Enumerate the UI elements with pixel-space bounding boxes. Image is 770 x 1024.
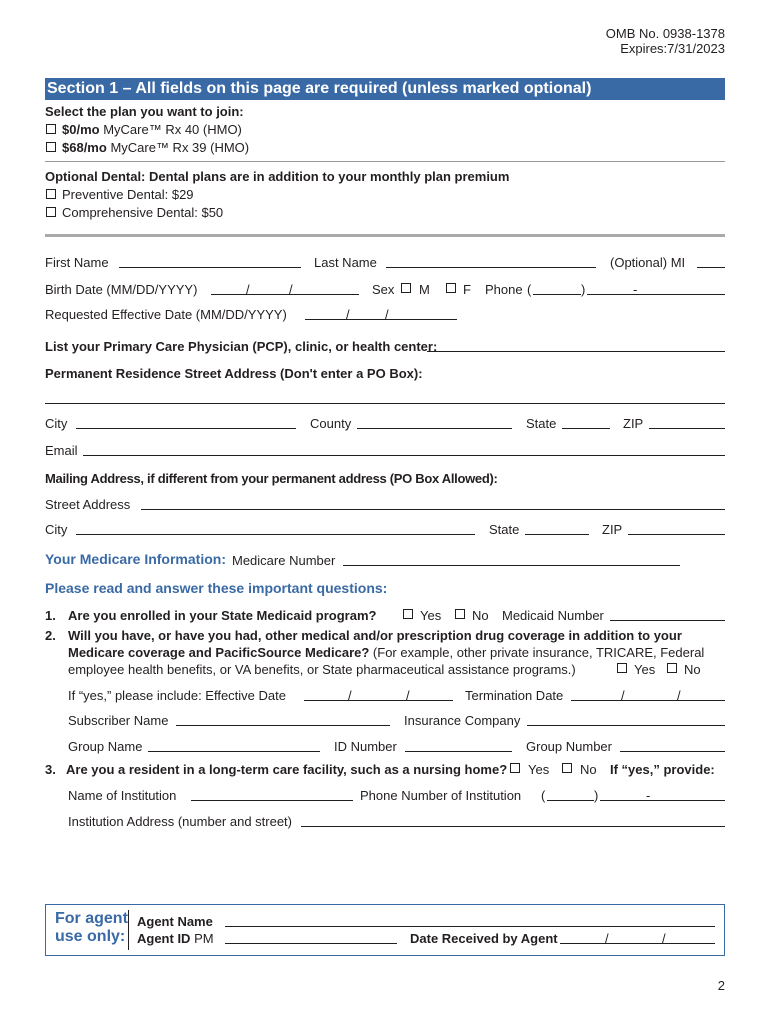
plan-1-price: $68/mo (62, 140, 107, 155)
agent-pm: PM (194, 931, 214, 946)
sex-label: Sex (372, 282, 395, 297)
q1-number: 1. (45, 608, 56, 623)
dental-1-label: Comprehensive Dental: $50 (62, 205, 224, 220)
state-label: State (526, 416, 557, 431)
q1-no-label: No (472, 608, 489, 623)
insurance-company-label: Insurance Company (404, 713, 521, 728)
email-label: Email (45, 443, 78, 458)
street-field[interactable] (141, 509, 725, 510)
termination-date-field[interactable] (571, 700, 725, 701)
divider (45, 161, 725, 162)
effective-date-label: Requested Effective Date (MM/DD/YYYY) (45, 307, 287, 322)
institution-phone-paren-close: ) (594, 788, 599, 803)
agent-divider (128, 910, 129, 950)
zip-label: ZIP (623, 416, 644, 431)
agent-title-line2: use only: (55, 928, 126, 945)
agent-id-field[interactable] (225, 943, 397, 944)
q3-text: Are you a resident in a long-term care facility, such as a nursing home? (66, 762, 508, 777)
dental-0-label: Preventive Dental: $29 (62, 187, 194, 202)
q2-line2-bold: Medicare coverage and PacificSource Medicare? (68, 645, 370, 660)
phone-dash: - (633, 282, 638, 297)
date-separators: / (621, 688, 625, 703)
date-received-label: Date Received by Agent (410, 931, 558, 946)
group-number-field[interactable] (620, 751, 725, 752)
dental-1-checkbox[interactable] (46, 207, 56, 217)
q2-line2-rest: (For example, other private insurance, TRICARE, Federal (369, 645, 705, 660)
birth-date-separators: / (246, 282, 250, 297)
plan-0-price: $0/mo (62, 122, 100, 137)
sex-f-checkbox[interactable] (446, 283, 456, 293)
institution-phone-area-field[interactable] (547, 800, 594, 801)
phone-field[interactable] (587, 294, 725, 295)
plan-0-checkbox[interactable] (46, 124, 56, 134)
medicare-heading: Your Medicare Information: (45, 551, 226, 567)
group-name-field[interactable] (148, 751, 320, 752)
institution-address-label: Institution Address (number and street) (68, 814, 293, 829)
county-field[interactable] (357, 428, 512, 429)
institution-phone-field[interactable] (600, 800, 725, 801)
mailing-zip-field[interactable] (628, 534, 725, 535)
q2-no-checkbox[interactable] (667, 663, 677, 673)
q3-number: 3. (45, 762, 56, 777)
city-field[interactable] (76, 428, 296, 429)
page-number: 2 (717, 978, 725, 993)
phone-paren-open: ( (527, 282, 532, 297)
zip-field[interactable] (649, 428, 725, 429)
effective-date-field[interactable] (305, 319, 457, 320)
plan-1-option (62, 140, 249, 155)
mailing-city-field[interactable] (76, 534, 475, 535)
q3-no-checkbox[interactable] (562, 763, 572, 773)
sex-f-label: F (463, 282, 471, 297)
date-separators: / (605, 931, 609, 946)
institution-address-field[interactable] (301, 826, 725, 827)
agent-name-label: Agent Name (137, 914, 213, 929)
county-label: County (310, 416, 352, 431)
medicare-number-label: Medicare Number (232, 553, 336, 568)
medicaid-number-label: Medicaid Number (502, 608, 604, 623)
last-name-label: Last Name (314, 255, 377, 270)
if-yes-include-label: If “yes,” please include: Effective Date (68, 688, 286, 703)
q2-line1: Will you have, or have you had, other medical and/or prescription drug coverage in addition to your (68, 628, 682, 643)
mailing-city-label: City (45, 522, 68, 537)
institution-name-label: Name of Institution (68, 788, 177, 803)
date-separators: / (662, 931, 666, 946)
q2-yes-label: Yes (634, 662, 656, 677)
state-field[interactable] (562, 428, 610, 429)
insurance-company-field[interactable] (527, 725, 725, 726)
agent-box (45, 904, 725, 956)
q1-yes-checkbox[interactable] (403, 609, 413, 619)
group-name-label: Group Name (68, 739, 143, 754)
q1-no-checkbox[interactable] (455, 609, 465, 619)
first-name-label: First Name (45, 255, 109, 270)
birth-date-field[interactable] (211, 294, 359, 295)
expiration-date: Expires:7/31/2023 (620, 41, 725, 56)
q3-yes-label: Yes (528, 762, 550, 777)
institution-phone-dash: - (646, 788, 651, 803)
date-separators: / (348, 688, 352, 703)
date-separators: / (677, 688, 681, 703)
subscriber-name-label: Subscriber Name (68, 713, 169, 728)
divider-thick (45, 234, 725, 237)
dental-0-checkbox[interactable] (46, 189, 56, 199)
residence-field[interactable] (45, 403, 725, 404)
effective-date-separators: / (346, 307, 350, 322)
plan-1-checkbox[interactable] (46, 142, 56, 152)
phone-area-field[interactable] (533, 294, 581, 295)
mi-label: (Optional) MI (610, 255, 686, 270)
institution-phone-paren-open: ( (541, 788, 546, 803)
residence-label: Permanent Residence Street Address (Don't enter a PO Box): (45, 366, 423, 381)
phone-paren-close: ) (581, 282, 586, 297)
agent-name-field[interactable] (225, 926, 715, 927)
q2-no-label: No (684, 662, 701, 677)
plan-1-name: MyCare™ Rx 39 (HMO) (110, 140, 250, 155)
email-field[interactable] (83, 455, 725, 456)
phone-label: Phone (485, 282, 523, 297)
plan-heading: Select the plan you want to join: (45, 104, 244, 119)
omb-number: OMB No. 0938-1378 (605, 26, 725, 41)
q2-yes-checkbox[interactable] (617, 663, 627, 673)
q2-line2 (68, 645, 704, 660)
plan-0-option (62, 122, 242, 137)
q1-text: Are you enrolled in your State Medicaid program? (68, 608, 377, 623)
date-received-field[interactable] (560, 943, 715, 944)
q1-yes-label: Yes (420, 608, 442, 623)
pcp-label: List your Primary Care Physician (PCP), clinic, or health center: (45, 339, 438, 354)
city-label: City (45, 416, 68, 431)
birth-date-separators: / (289, 282, 293, 297)
termination-date-label: Termination Date (465, 688, 564, 703)
medicaid-number-field[interactable] (610, 620, 725, 621)
sex-m-label: M (419, 282, 430, 297)
street-label: Street Address (45, 497, 131, 512)
pcp-field[interactable] (427, 351, 725, 352)
date-separators: / (406, 688, 410, 703)
dental-heading: Optional Dental: Dental plans are in addition to your monthly plan premium (45, 169, 510, 184)
agent-id-label (137, 931, 214, 946)
questions-heading: Please read and answer these important questions: (45, 580, 388, 596)
q3-no-label: No (580, 762, 597, 777)
coverage-effective-date-field[interactable] (304, 700, 453, 701)
institution-name-field[interactable] (191, 800, 353, 801)
first-name-field[interactable] (119, 267, 301, 268)
institution-phone-label: Phone Number of Institution (360, 788, 522, 803)
id-number-field[interactable] (405, 751, 512, 752)
mailing-state-field[interactable] (525, 534, 589, 535)
mailing-heading: Mailing Address, if different from your permanent address (PO Box Allowed): (45, 471, 498, 486)
sex-m-checkbox[interactable] (401, 283, 411, 293)
subscriber-name-field[interactable] (176, 725, 390, 726)
last-name-field[interactable] (386, 267, 596, 268)
mi-field[interactable] (697, 267, 725, 268)
mailing-zip-label: ZIP (602, 522, 623, 537)
q2-number: 2. (45, 628, 56, 643)
section-title: Section 1 – All fields on this page are required (unless marked optional) (45, 78, 725, 100)
if-yes-provide-label: If “yes,” provide: (610, 762, 715, 777)
q3-yes-checkbox[interactable] (510, 763, 520, 773)
plan-0-name: MyCare™ Rx 40 (HMO) (103, 122, 242, 137)
mailing-state-label: State (489, 522, 520, 537)
birth-date-label: Birth Date (MM/DD/YYYY) (45, 282, 198, 297)
medicare-number-field[interactable] (343, 565, 680, 566)
q2-line3: employee health benefits, or VA benefits, or State pharmaceutical assistance programs.) (68, 662, 576, 677)
agent-id-text: Agent ID (137, 931, 191, 946)
agent-title-line1: For agent (55, 910, 128, 927)
id-number-label: ID Number (334, 739, 397, 754)
effective-date-separators: / (385, 307, 389, 322)
group-number-label: Group Number (526, 739, 612, 754)
